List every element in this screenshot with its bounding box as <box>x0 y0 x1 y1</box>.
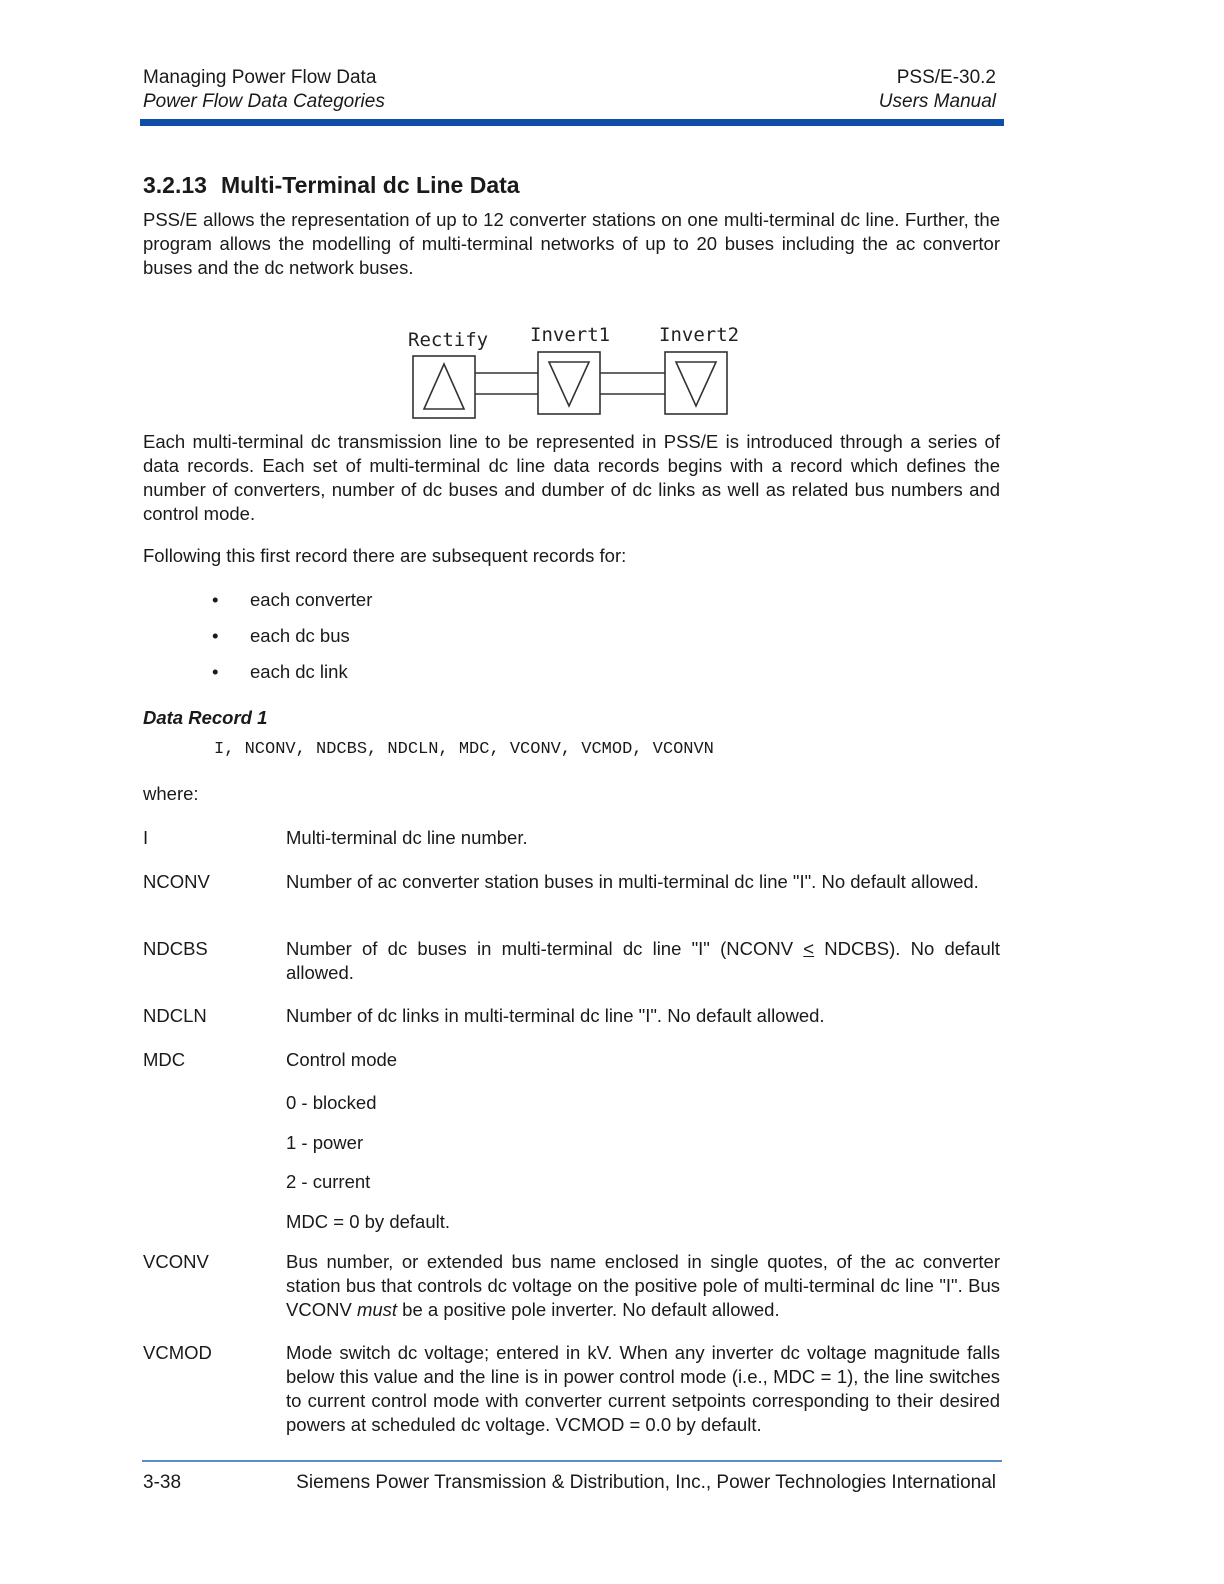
param-term-i: I <box>143 827 149 848</box>
bullet-icon: • <box>212 589 219 610</box>
label-invert1: Invert1 <box>530 324 611 346</box>
label-invert2: Invert2 <box>659 324 740 346</box>
param-def-mdc: Control mode <box>286 1049 398 1070</box>
body-paragraph: Following this first record there are subsequent records for: <box>143 545 627 566</box>
record-heading: Data Record 1 <box>143 707 268 728</box>
list-item: • each dc bus <box>212 625 350 646</box>
page-number: 3-38 <box>143 1472 182 1493</box>
header-subsection: Power Flow Data Categories <box>143 91 385 112</box>
inverter2-triangle-down-icon <box>676 362 716 406</box>
param-def-ndcbs: Number of dc buses in multi-terminal dc line "I" (NCONV < NDCBS). No default allowed. <box>286 938 1000 983</box>
bullet-icon: • <box>212 661 219 682</box>
section-number: 3.2.13 <box>143 172 207 198</box>
label-rectify: Rectify <box>408 329 489 351</box>
where-label: where: <box>143 783 199 804</box>
param-term-nconv: NCONV <box>143 871 210 892</box>
running-header-right <box>879 66 996 114</box>
list-item: • each dc link <box>212 661 348 682</box>
record-bullet-list <box>212 588 372 696</box>
param-def-nconv: Number of ac converter station buses in multi-terminal dc line "I". No default allowed. <box>286 871 979 892</box>
list-item: • each converter <box>212 589 373 610</box>
param-def-vcmod: Mode switch dc voltage; entered in kV. When any inverter dc voltage magnitude falls below this value and the line is in power control mode (i.e., MDC = 1), the line switches to current control mode with converter current setpoints corresponding to their desired powers at scheduled dc voltage. VCMOD = 0.0 by default. <box>286 1342 1000 1435</box>
header-chapter: Managing Power Flow Data <box>143 67 377 88</box>
mdc-default: MDC = 0 by default. <box>286 1211 451 1232</box>
param-term-vconv: VCONV <box>143 1251 209 1272</box>
param-term-vcmod: VCMOD <box>143 1342 212 1363</box>
running-header-left <box>143 66 385 114</box>
emphasis-must: must <box>356 1299 398 1320</box>
param-def-vconv: Bus number, or extended bus name enclosed in single quotes, of the ac converter station bus that controls dc voltage on the positive pole of multi-terminal dc line "I". Bus VCONV must be a positive pole inverter. No default allowed. <box>286 1251 1000 1320</box>
footer-company: Siemens Power Transmission & Distribution, Inc., Power Technologies International <box>296 1472 996 1493</box>
param-term-ndcbs: NDCBS <box>143 938 208 959</box>
header-manual: Users Manual <box>878 91 996 112</box>
mdc-option-blocked: 0 - blocked <box>286 1092 377 1113</box>
section-title <box>143 172 520 199</box>
param-term-ndcln: NDCLN <box>143 1005 207 1026</box>
header-product: PSS/E-30.2 <box>896 67 996 88</box>
param-def-i: Multi-terminal dc line number. <box>286 827 528 848</box>
bullet-icon: • <box>212 625 219 646</box>
mdc-option-current: 2 - current <box>286 1171 371 1192</box>
section-heading: Multi-Terminal dc Line Data <box>220 172 520 198</box>
mdc-option-power: 1 - power <box>286 1132 364 1153</box>
body-paragraph: Each multi-terminal dc transmission line to be represented in PSS/E is introduced through a series of data records. Each set of multi-terminal dc line data records begins with a record which defines the number of converters, number of dc buses and dumber of dc links as well as related bus numbers and control mode. <box>143 431 1000 524</box>
intro-paragraph: PSS/E allows the representation of up to 12 converter stations on one multi-terminal dc line. Further, the program allows the modelling of multi-terminal networks of up to 20 buses including the ac convertor buses and the dc network buses. <box>143 209 1000 278</box>
footer-rule <box>142 1460 1002 1462</box>
less-equal-symbol: < <box>803 938 815 959</box>
param-def-ndcln: Number of dc links in multi-terminal dc line "I". No default allowed. <box>286 1005 825 1026</box>
param-term-mdc: MDC <box>143 1049 186 1070</box>
inverter1-triangle-down-icon <box>549 362 589 406</box>
header-rule <box>140 119 1004 126</box>
multi-terminal-diagram <box>400 318 740 424</box>
record-format-code: I, NCONV, NDCBS, NDCLN, MDC, VCONV, VCMOD, VCONVN <box>214 740 714 759</box>
rectifier-triangle-up-icon <box>424 364 464 409</box>
